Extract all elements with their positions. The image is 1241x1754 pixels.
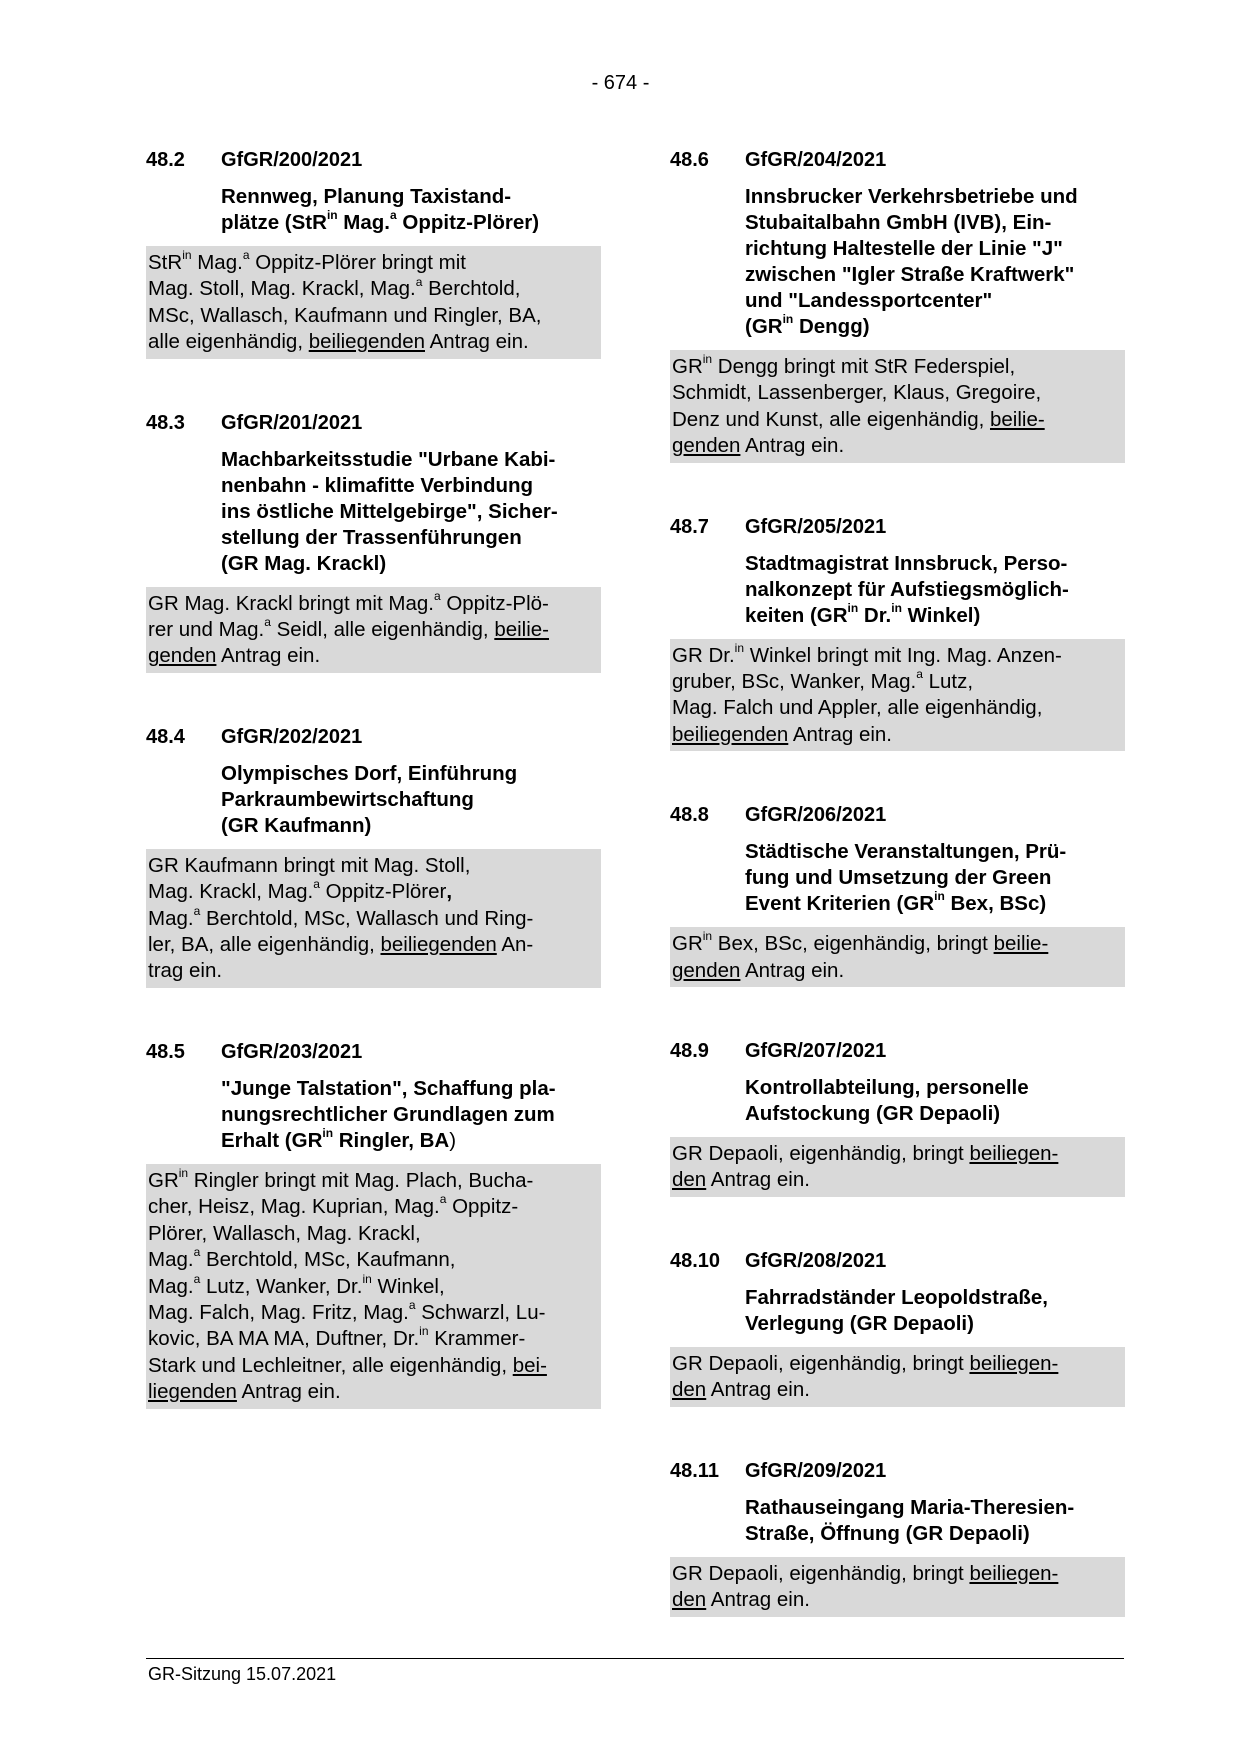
item-number: 48.5	[146, 1040, 185, 1063]
item-code: GfGR/201/2021	[221, 411, 363, 434]
item-number: 48.4	[146, 725, 185, 748]
page-number: - 674 -	[591, 72, 650, 94]
item-code: GfGR/203/2021	[221, 1040, 363, 1063]
item-title: Rathauseingang Maria-Theresien- Straße, Öffnung (GR Depaoli)	[745, 1495, 1075, 1545]
item-body: $GR^{in}$ Ringler bringt mit Mag. Plach, Bucha- cher, Heisz, Mag. Kuprian, Mag.$^a$ Oppitz- Plörer, Wallasch, Mag. Krackl, Mag.$^a$ Berchtold, MSc, Kaufmann, Mag.$^a$ Lutz, Wanker, Dr.$^{in}$ Winkel, Mag. Falch, Mag. Fritz, Mag.$^a$ Schwarzl, Lu- kovic, BA MA MA, Duftner, Dr.$^{in}$ Krammer- Stark und Lechleitner, alle eigenhändig, bei- liegenden Antrag ein.	[146, 1164, 601, 1409]
item-body: GR Dr.$^{in}$ Winkel bringt mit Ing. Mag. Anzen- gruber, BSc, Wanker, Mag.$^a$ Lutz, Mag. Falch und Appler, alle eigenhändig, beiliegenden Antrag ein.	[670, 639, 1125, 752]
item-number: 48.6	[670, 149, 709, 171]
item-code: GfGR/208/2021	[745, 1249, 887, 1272]
agenda-item-48-5	[146, 1038, 601, 1409]
item-title: Innsbrucker Verkehrsbetriebe und Stubaitalbahn GmbH (IVB), Ein- richtung Haltestelle der Linie "J" zwischen "Igler Straße Kraftwerk" und "Landessportcenter" ($GR^{in}$ Dengg)	[745, 185, 1078, 338]
item-body: GR Depaoli, eigenhändig, bringt beiliegen- den Antrag ein.	[670, 1557, 1125, 1617]
item-number: 48.7	[670, 515, 709, 538]
item-code: GfGR/206/2021	[745, 804, 887, 827]
item-number: 48.8	[670, 804, 709, 827]
item-title: Fahrradständer Leopoldstraße, Verlegung (GR Depaoli)	[745, 1285, 1049, 1335]
agenda-item-48-6	[670, 146, 1125, 463]
item-title: "Junge Talstation", Schaffung pla- nungsrechtlicher Grundlagen zum Erhalt ($GR^{in}$ Ringler, BA)	[221, 1076, 556, 1152]
item-code: GfGR/205/2021	[745, 515, 887, 538]
item-code: GfGR/204/2021	[745, 149, 887, 171]
item-title: Olympisches Dorf, Einführung Parkraumbewirtschaftung (GR Kaufmann)	[221, 761, 518, 837]
item-number: 48.11	[670, 1459, 719, 1482]
item-title: Städtische Veranstaltungen, Prü- fung und Umsetzung der Green Event Kriterien ($GR^{in}$ Bex, BSc)	[745, 840, 1067, 916]
right-column	[670, 146, 1125, 1617]
agenda-item-48-10	[670, 1247, 1125, 1407]
agenda-item-48-2	[146, 146, 601, 359]
agenda-item-48-8	[670, 801, 1125, 987]
item-body: $GR^{in}$ Bex, BSc, eigenhändig, bringt beilie- genden Antrag ein.	[670, 927, 1125, 987]
item-number: 48.10	[670, 1249, 721, 1272]
item-code: GfGR/209/2021	[745, 1459, 887, 1482]
agenda-item-48-9	[670, 1037, 1125, 1197]
agenda-item-48-7	[670, 513, 1125, 752]
item-number: 48.2	[146, 149, 185, 171]
item-body: GR Kaufmann bringt mit Mag. Stoll, Mag. Krackl, Mag.$^a$ Oppitz-Plörer, Mag.$^a$ Berchtold, MSc, Wallasch und Ring- ler, BA, alle eigenhändig, beiliegenden An- trag ein.	[146, 849, 601, 988]
agenda-item-48-4	[146, 723, 601, 988]
item-title: Rennweg, Planung Taxistand- plätze (StR$^{in}$ Mag.$^a$ Oppitz-Plörer)	[221, 185, 540, 234]
item-body: $GR^{in}$ Dengg bringt mit StR Federspiel, Schmidt, Lassenberger, Klaus, Gregoire, Denz und Kunst, alle eigenhändig, beilie- genden Antrag ein.	[670, 350, 1125, 463]
item-code: GfGR/200/2021	[221, 149, 363, 171]
agenda-item-48-3	[146, 409, 601, 673]
item-body: StR$^{in}$ Mag.$^a$ Oppitz-Plörer bringt mit Mag. Stoll, Mag. Krackl, Mag.$^a$ Berchtold, MSc, Wallasch, Kaufmann und Ringler, BA, alle eigenhändig, beiliegenden Antrag ein.	[146, 246, 601, 359]
item-body: GR Depaoli, eigenhändig, bringt beiliegen- den Antrag ein.	[670, 1347, 1125, 1407]
item-title: Kontrollabteilung, personelle Aufstockung (GR Depaoli)	[745, 1076, 1029, 1126]
item-body: GR Mag. Krackl bringt mit Mag.$^a$ Oppitz-Plö- rer und Mag.$^a$ Seidl, alle eigenhändig, beilie- genden Antrag ein.	[146, 587, 601, 673]
item-code: GfGR/207/2021	[745, 1040, 887, 1063]
item-number: 48.9	[670, 1040, 709, 1063]
agenda-item-48-11	[670, 1457, 1125, 1617]
item-title: Machbarkeitsstudie "Urbane Kabi- nenbahn - klimafitte Verbindung ins östliche Mittelgebirge", Sicher- stellung der Trassenführungen (GR Mag. Krackl)	[221, 447, 558, 575]
item-title: Stadtmagistrat Innsbruck, Perso- nalkonzept für Aufstiegsmöglich- keiten ($GR^{in}$ Dr.$^{in}$ Winkel)	[745, 551, 1069, 627]
footer-divider	[146, 1658, 1124, 1659]
left-column	[146, 146, 601, 1409]
item-body: GR Depaoli, eigenhändig, bringt beiliegen- den Antrag ein.	[670, 1137, 1125, 1197]
item-number: 48.3	[146, 411, 185, 434]
footer-text: GR-Sitzung 15.07.2021	[148, 1664, 337, 1684]
item-code: GfGR/202/2021	[221, 725, 363, 748]
